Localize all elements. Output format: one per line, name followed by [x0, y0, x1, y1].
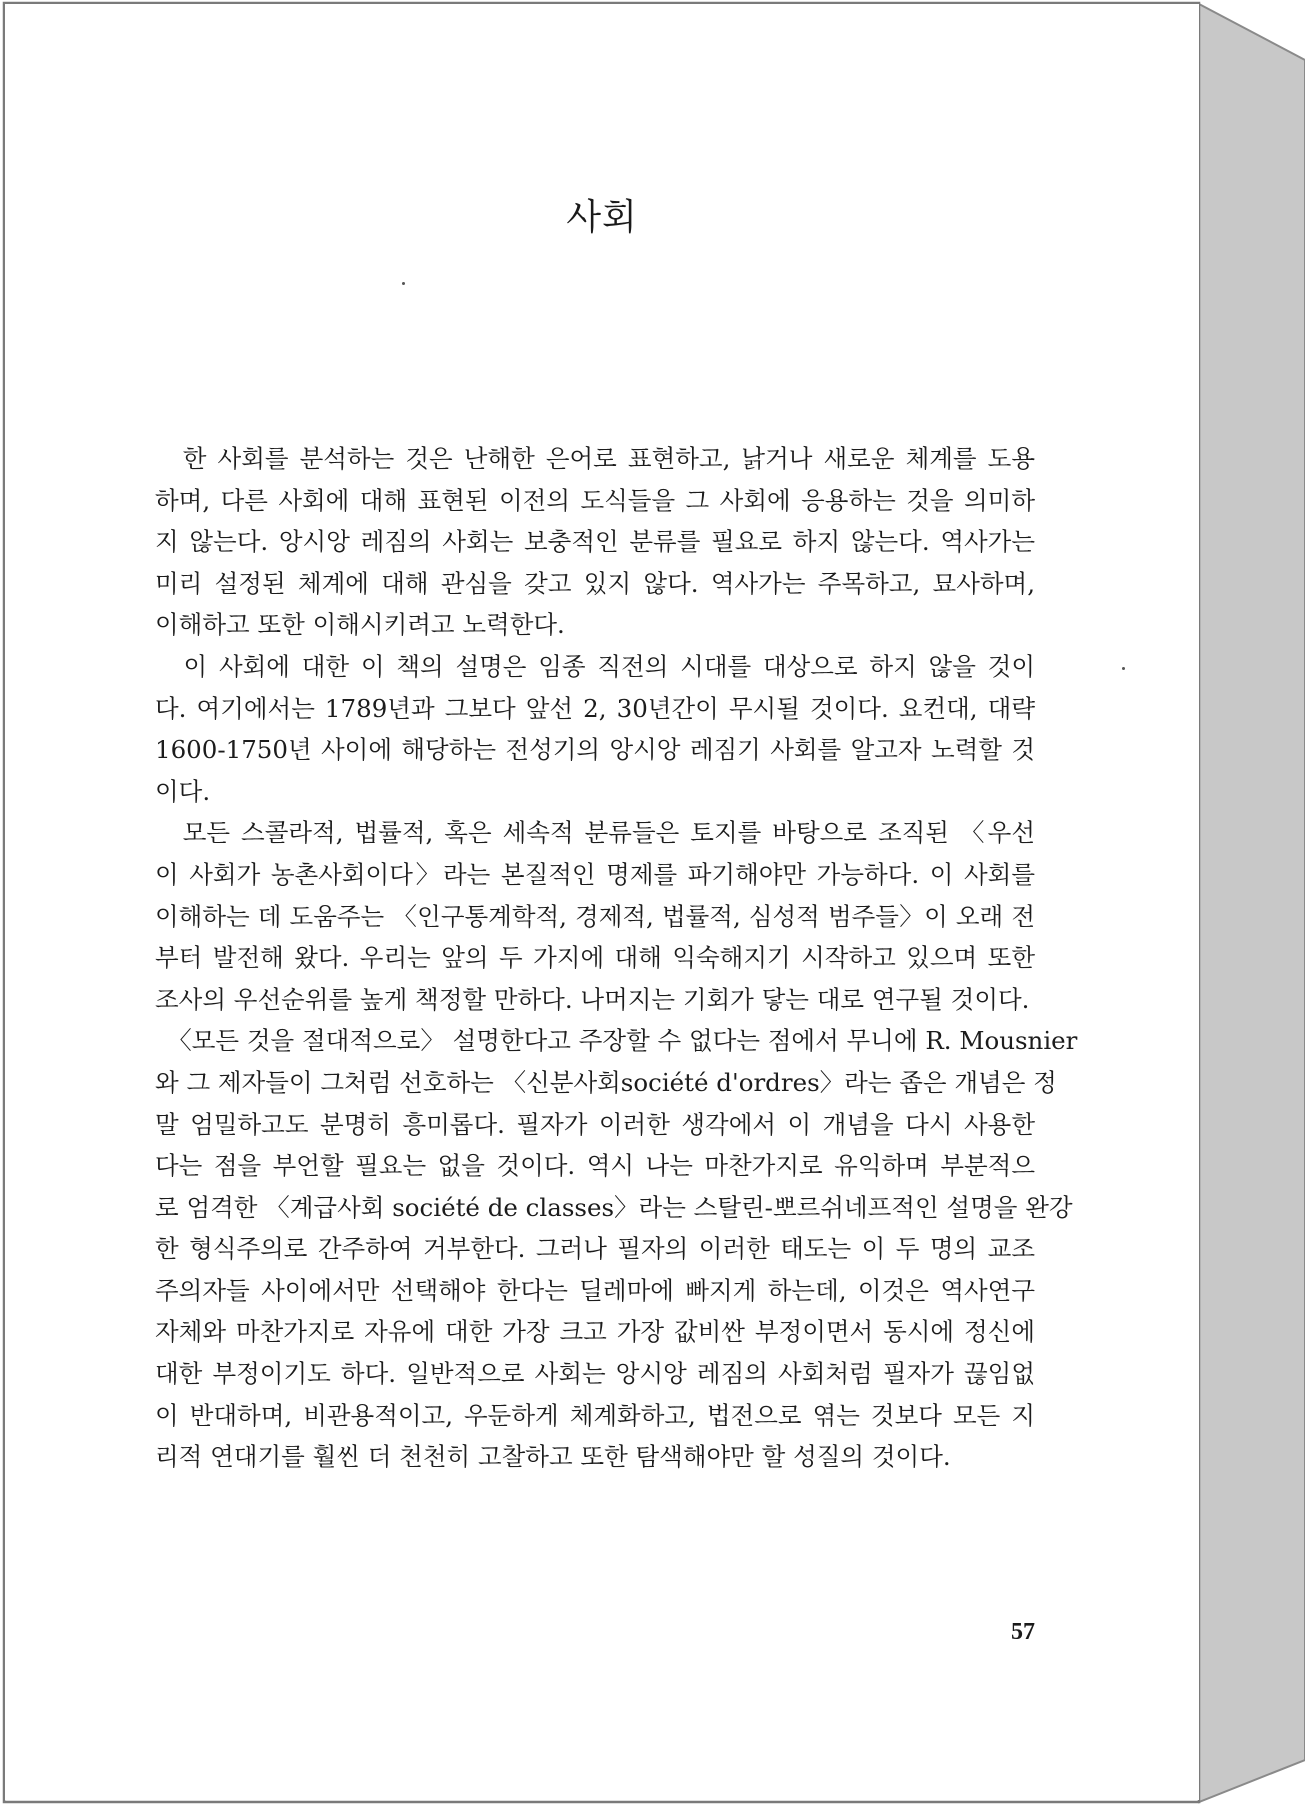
text-line: 한 형식주의로 간주하여 거부한다. 그러나 필자의 이러한 태도는 이 두 명의 교조	[155, 1234, 1035, 1264]
text-line: 하며, 다른 사회에 대해 표현된 이전의 도식들을 그 사회에 응용하는 것을 의미하	[155, 485, 1035, 515]
text-line: 로 엄격한 〈계급사회 société de classes〉라는 스탈린-뽀르쉬네프적인 설명을 완강	[155, 1192, 1073, 1222]
text-line: 조사의 우선순위를 높게 책정할 만하다. 나머지는 기회가 닿는 대로 연구될 것이다.	[155, 984, 1030, 1014]
scan-speck	[1122, 667, 1125, 670]
text-line: 자체와 마찬가지로 자유에 대한 가장 크고 가장 값비싼 부정이면서 동시에 정신에	[155, 1317, 1035, 1347]
page	[5, 4, 1199, 1800]
text-line: 와 그 제자들이 그처럼 선호하는 〈신분사회société d'ordres〉라는 좁은 개념은 정	[155, 1067, 1057, 1097]
text-line: 이해하는 데 도움주는 〈인구통계학적, 경제적, 법률적, 심성적 범주들〉이 오래 전	[155, 901, 1035, 931]
text-line: 이 사회에 대한 이 책의 설명은 임종 직전의 시대를 대상으로 하지 않을 것이	[155, 651, 1035, 681]
text-line: 부터 발전해 왔다. 우리는 앞의 두 가지에 대해 익숙해지기 시작하고 있으며 또한	[155, 943, 1035, 973]
text-line: 이해하고 또한 이해시키려고 노력한다.	[155, 610, 565, 640]
scan-speck	[402, 282, 405, 285]
text-line: 이 반대하며, 비관용적이고, 우둔하게 체계화하고, 법전으로 엮는 것보다 모든 지	[155, 1400, 1035, 1430]
text-line: 모든 스콜라적, 법률적, 혹은 세속적 분류들은 토지를 바탕으로 조직된 〈우선	[155, 818, 1035, 848]
book-side-edge	[1199, 4, 1305, 1802]
text-line: 말 엄밀하고도 분명히 흥미롭다. 필자가 이러한 생각에서 이 개념을 다시 사용한	[155, 1109, 1035, 1139]
page-title: 사회	[566, 197, 638, 238]
text-line: 리적 연대기를 훨씬 더 천천히 고찰하고 또한 탐색해야만 할 성질의 것이다.	[155, 1442, 951, 1472]
text-line: 미리 설정된 체계에 대해 관심을 갖고 있지 않다. 역사가는 주목하고, 묘사하며,	[155, 568, 1035, 598]
page-number: 57	[1011, 1619, 1035, 1645]
text-line: 지 않는다. 앙시앙 레짐의 사회는 보충적인 분류를 필요로 하지 않는다. 역사가는	[155, 527, 1035, 557]
text-line: 〈모든 것을 절대적으로〉 설명한다고 주장할 수 없다는 점에서 무니에 R. Mousnier	[155, 1026, 1078, 1056]
text-line: 이 사회가 농촌사회이다〉라는 본질적인 명제를 파기해야만 가능하다. 이 사회를	[155, 859, 1035, 889]
text-line: 다는 점을 부언할 필요는 없을 것이다. 역시 나는 마찬가지로 유익하며 부분적으	[155, 1151, 1035, 1181]
body-text	[155, 438, 1078, 1478]
text-line: 1600-1750년 사이에 해당하는 전성기의 앙시앙 레짐기 사회를 알고자 노력할 것	[155, 735, 1035, 765]
text-line: 주의자들 사이에서만 선택해야 한다는 딜레마에 빠지게 하는데, 이것은 역사연구	[155, 1275, 1035, 1305]
text-line: 이다.	[155, 776, 211, 806]
text-line: 다. 여기에서는 1789년과 그보다 앞선 2, 30년간이 무시될 것이다. 요컨대, 대략	[155, 693, 1035, 723]
text-line: 한 사회를 분석하는 것은 난해한 은어로 표현하고, 낡거나 새로운 체계를 도용	[155, 444, 1035, 473]
text-line: 대한 부정이기도 하다. 일반적으로 사회는 앙시앙 레짐의 사회처럼 필자가 끊임없	[155, 1359, 1035, 1389]
